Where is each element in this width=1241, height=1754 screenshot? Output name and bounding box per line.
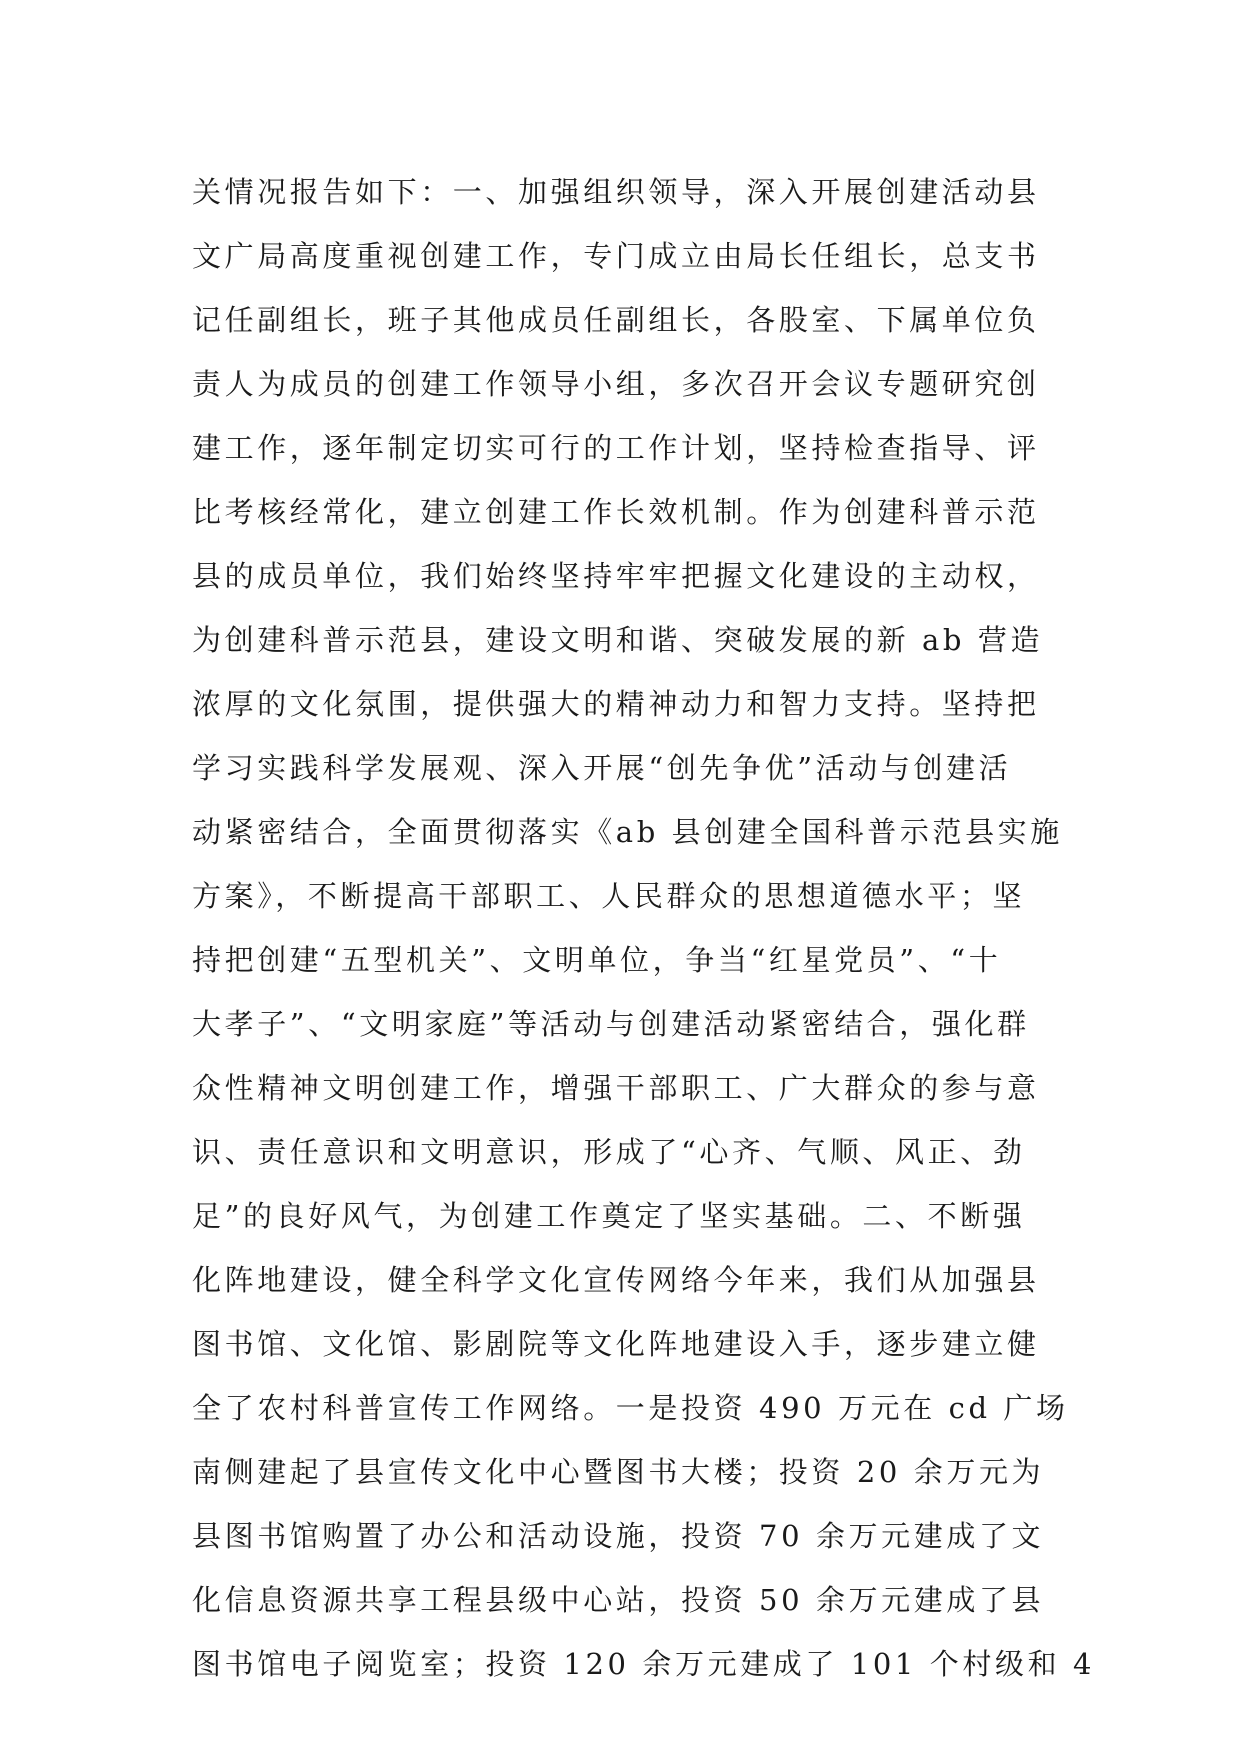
text-line: 识、责任意识和文明意识，形成了“心齐、气顺、风正、劲 [192,1135,1026,1169]
text-line: 南侧建起了县宣传文化中心暨图书大楼；投资 20 余万元为 [192,1455,1045,1489]
text-line: 持把创建“五型机关”、文明单位，争当“红星党员”、“十 [192,943,1002,977]
text-line: 为创建科普示范县，建设文明和谐、突破发展的新 ab 营造 [192,623,1044,657]
text-line: 比考核经常化，建立创建工作长效机制。作为创建科普示范 [192,495,1040,529]
text-line: 学习实践科学发展观、深入开展“创先争优”活动与创建活 [192,751,1012,785]
text-line: 县的成员单位，我们始终坚持牢牢把握文化建设的主动权， [192,559,1040,593]
text-line: 动紧密结合，全面贯彻落实《ab 县创建全国科普示范县实施 [192,815,1063,849]
text-line: 图书馆、文化馆、影剧院等文化阵地建设入手，逐步建立健 [192,1327,1040,1361]
text-line: 文广局高度重视创建工作，专门成立由局长任组长，总支书 [192,239,1040,273]
text-line: 浓厚的文化氛围，提供强大的精神动力和智力支持。坚持把 [192,687,1040,721]
text-line: 众性精神文明创建工作，增强干部职工、广大群众的参与意 [192,1071,1040,1105]
text-line: 责人为成员的创建工作领导小组，多次召开会议专题研究创 [192,367,1040,401]
text-line: 化信息资源共享工程县级中心站，投资 50 余万元建成了县 [192,1583,1045,1617]
text-line: 县图书馆购置了办公和活动设施，投资 70 余万元建成了文 [192,1519,1045,1553]
text-line: 全了农村科普宣传工作网络。一是投资 490 万元在 cd 广场 [192,1391,1069,1425]
text-line: 建工作，逐年制定切实可行的工作计划，坚持检查指导、评 [192,431,1040,465]
text-line: 大孝子”、“文明家庭”等活动与创建活动紧密结合，强化群 [192,1007,1030,1041]
text-line: 化阵地建设，健全科学文化宣传网络今年来，我们从加强县 [192,1263,1040,1297]
text-line: 记任副组长，班子其他成员任副组长，各股室、下属单位负 [192,303,1040,337]
text-line: 方案》，不断提高干部职工、人民群众的思想道德水平；坚 [192,879,1026,913]
text-line: 足”的良好风气，为创建工作奠定了坚实基础。二、不断强 [192,1199,1026,1233]
text-line: 图书馆电子阅览室；投资 120 余万元建成了 101 个村级和 4 [192,1647,1096,1681]
body-text [192,160,1096,1696]
text-line: 关情况报告如下：一、加强组织领导，深入开展创建活动县 [192,175,1040,209]
